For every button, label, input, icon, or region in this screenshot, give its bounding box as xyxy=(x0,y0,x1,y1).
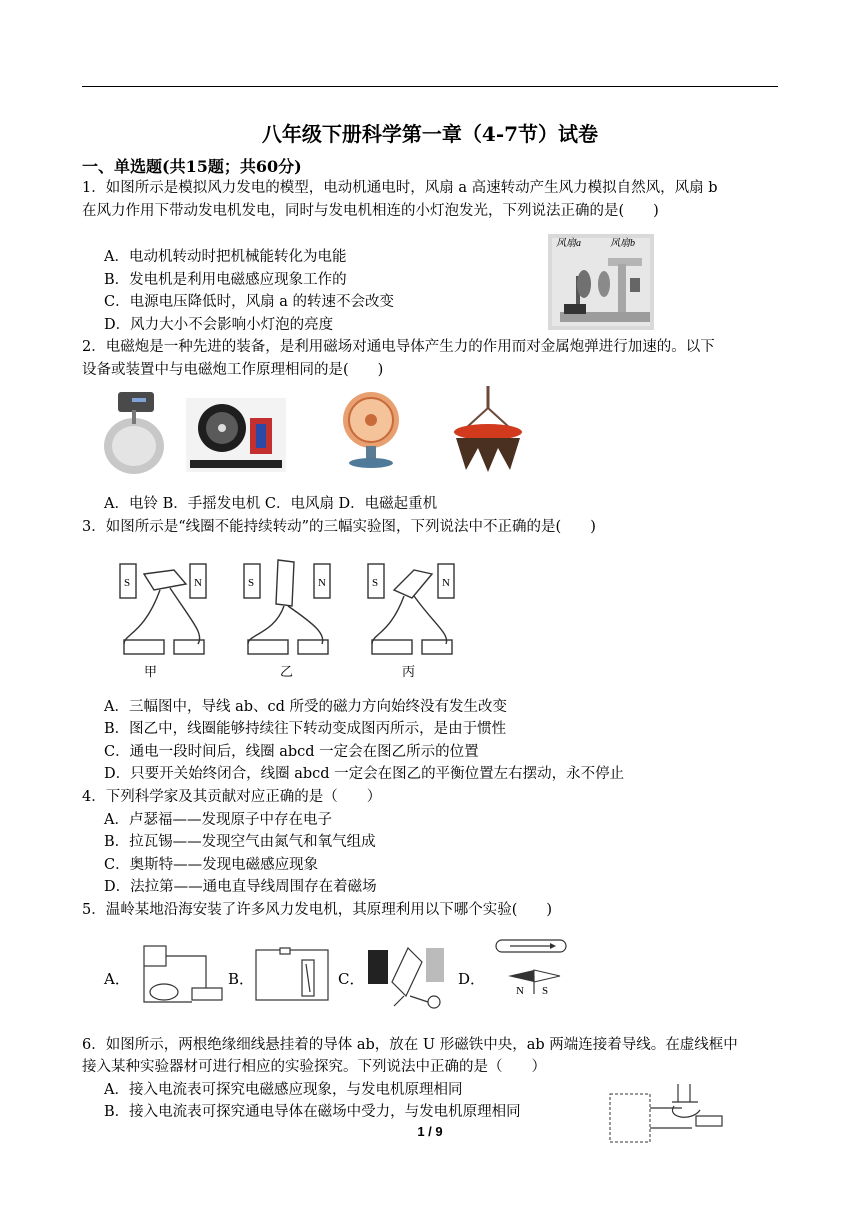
q6-stem-line2: 接入某种实验器材可进行相应的实验探究。下列说法中正确的是（ ） xyxy=(82,1059,546,1075)
q4-stem: 4．下列科学家及其贡献对应正确的是（ ） xyxy=(82,789,382,805)
q3-option-d: D．只要开关始终闭合，线圈 abcd 一定会在图乙的平衡位置左右摆动，永不停止 xyxy=(104,766,625,782)
svg-text:S: S xyxy=(372,577,379,589)
q5-figure-a xyxy=(136,942,228,1010)
q5-label-a: A． xyxy=(104,970,130,988)
q3-option-c: C．通电一段时间后，线圈 abcd 一定会在图乙所示的位置 xyxy=(104,744,479,760)
q3-option-b: B．图乙中，线圈能够持续往下转动变成图丙所示，是由于惯性 xyxy=(104,721,507,737)
q5-stem: 5．温岭某地沿海安装了许多风力发电机，其原理利用以下哪个实验( ) xyxy=(82,902,553,918)
q6-option-b: B．接入电流表可探究通电导体在磁场中受力，与发电机原理相同 xyxy=(104,1104,521,1120)
q1-option-a: A．电动机转动时把机械能转化为电能 xyxy=(104,249,347,265)
q3-coil-figures xyxy=(114,544,474,682)
q1-option-c: C．电源电压降低时，风扇 a 的转速不会改变 xyxy=(104,294,394,310)
electromagnetic-crane-image xyxy=(446,386,530,474)
q2-options: A．电铃 B．手摇发电机 C．电风扇 D．电磁起重机 xyxy=(104,496,438,512)
fan-a-label: 风扇a xyxy=(556,238,581,249)
svg-text:N: N xyxy=(194,577,202,589)
svg-text:N: N xyxy=(442,577,450,589)
q4-option-b: B．拉瓦锡——发现空气由氮气和氧气组成 xyxy=(104,834,376,850)
q1-option-b: B．发电机是利用电磁感应现象工作的 xyxy=(104,272,347,288)
electric-bell-image xyxy=(102,388,166,476)
q5-label-c: C． xyxy=(338,970,365,988)
q5-label-b: B． xyxy=(228,970,255,988)
q3-option-a: A．三幅图中，导线 ab、cd 所受的磁力方向始终没有发生改变 xyxy=(104,699,508,715)
fan-b-label: 风扇b xyxy=(610,238,635,249)
caption-jia: 甲 xyxy=(144,664,158,679)
q1-wind-model-figure xyxy=(548,234,654,330)
page-number: 1 / 9 xyxy=(417,1124,443,1139)
electric-fan-image xyxy=(336,388,406,470)
q6-option-a: A．接入电流表可探究电磁感应现象，与发电机原理相同 xyxy=(104,1082,463,1098)
svg-text:S: S xyxy=(124,577,131,589)
q4-option-c: C．奥斯特——发现电磁感应现象 xyxy=(104,857,319,873)
svg-text:N: N xyxy=(516,985,524,997)
q3-stem: 3．如图所示是“线圈不能持续转动”的三幅实验图，下列说法中不正确的是( ) xyxy=(82,519,596,535)
q5-label-d: D． xyxy=(458,970,486,988)
q1-option-d: D．风力大小不会影响小灯泡的亮度 xyxy=(104,317,334,333)
header-rule xyxy=(82,86,778,87)
q2-stem-line2: 设备或装置中与电磁炮工作原理相同的是( ) xyxy=(82,362,384,378)
page-title: 八年级下册科学第一章（4-7节）试卷 xyxy=(261,122,599,146)
q6-stem-line1: 6．如图所示，两根绝缘细线悬挂着的导体 ab，放在 U 形磁铁中央，ab 两端连接着导线。在虚线框中 xyxy=(82,1037,738,1053)
svg-text:N: N xyxy=(318,577,326,589)
q5-figure-b xyxy=(250,946,334,1006)
q1-stem-line2: 在风力作用下带动发电机发电，同时与发电机相连的小灯泡发光，下列说法正确的是( ) xyxy=(82,203,659,219)
q4-option-a: A．卢瑟福——发现原子中存在电子 xyxy=(104,812,332,828)
svg-text:S: S xyxy=(542,985,549,997)
section-heading: 一、单选题(共15题；共60分) xyxy=(82,157,302,176)
caption-bing: 丙 xyxy=(402,664,416,679)
caption-yi: 乙 xyxy=(280,664,294,679)
svg-text:S: S xyxy=(248,577,255,589)
q2-stem-line1: 2．电磁炮是一种先进的装备，是利用磁场对通电导体产生力的作用而对金属炮弹进行加速的。以下 xyxy=(82,339,715,355)
q4-option-d: D．法拉第——通电直导线周围存在着磁场 xyxy=(104,879,377,895)
q5-figure-d xyxy=(486,936,578,1000)
q1-stem-line1: 1．如图所示是模拟风力发电的模型，电动机通电时，风扇 a 高速转动产生风力模拟自然风，风扇 b xyxy=(82,180,718,196)
q5-figure-c xyxy=(364,942,450,1012)
hand-generator-image xyxy=(186,398,286,472)
